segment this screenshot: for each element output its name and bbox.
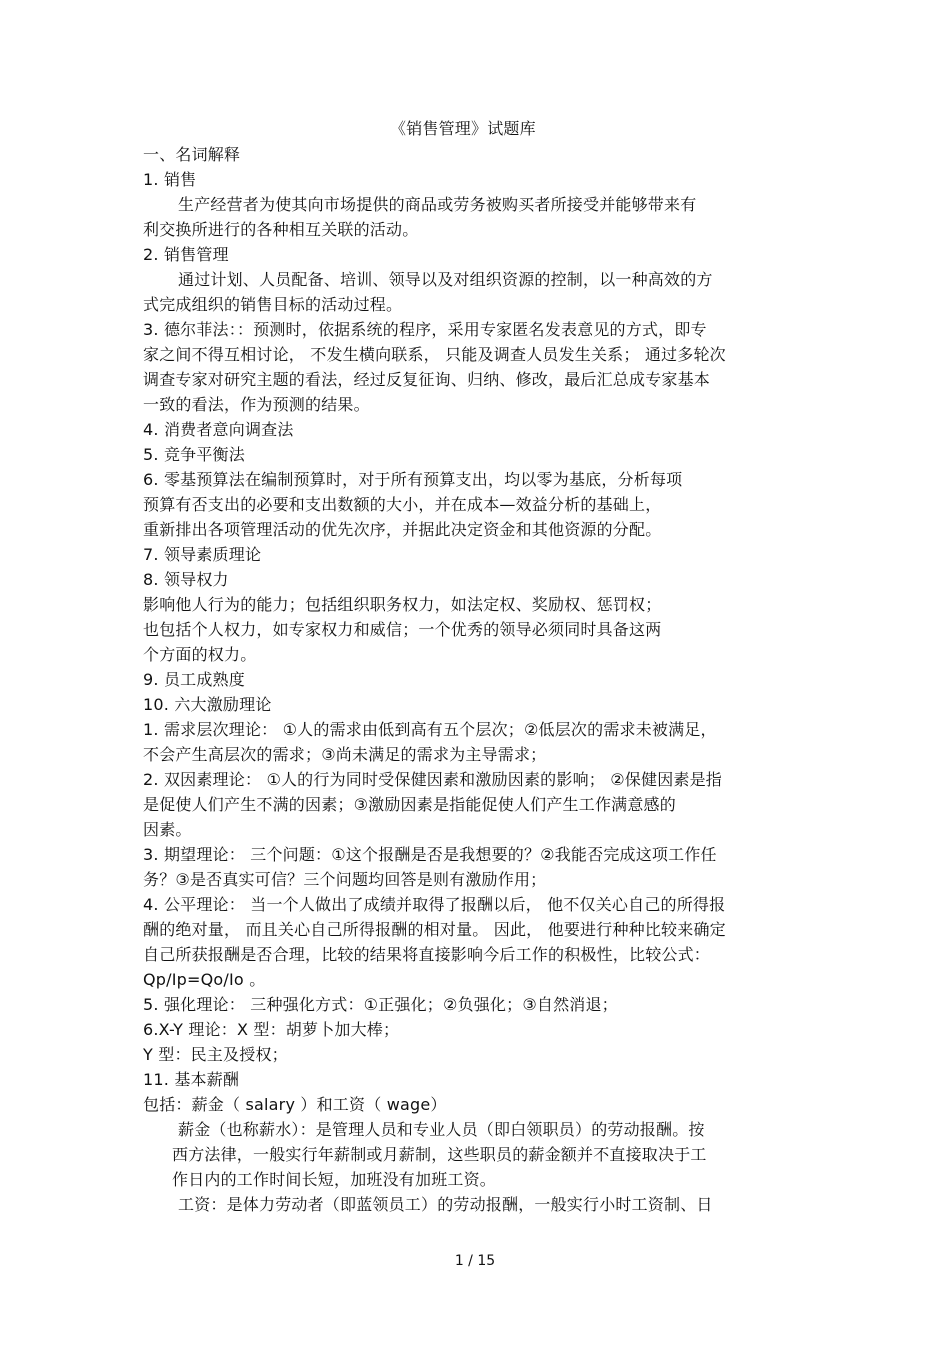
- paragraph-line: 家之间不得互相讨论， 不发生横向联系， 只能及调查人员发生关系； 通过多轮次: [143, 345, 726, 364]
- paragraph-line: 影响他人行为的能力；包括组织职务权力，如法定权、奖励权、惩罚权；: [143, 595, 662, 614]
- paragraph-line: 4. 公平理论： 当一个人做出了成绩并取得了报酬以后， 他不仅关心自己的所得报: [143, 895, 726, 914]
- paragraph-line: 因素。: [143, 820, 192, 839]
- paragraph-line: 作日内的工作时间长短，加班没有加班工资。: [172, 1170, 497, 1189]
- paragraph-line: 2. 双因素理论： ①人的行为同时受保健因素和激励因素的影响； ②保健因素是指: [143, 770, 723, 789]
- term-heading: 2. 销售管理: [143, 245, 229, 264]
- page-number: 1 / 15: [454, 1253, 496, 1269]
- paragraph-line: 调查专家对研究主题的看法，经过反复征询、归纳、修改，最后汇总成专家基本: [143, 370, 711, 389]
- paragraph-line: 是促使人们产生不满的因素；③激励因素是指能促使人们产生工作满意感的: [143, 795, 676, 814]
- term-heading: 7. 领导素质理论: [143, 545, 262, 564]
- paragraph-line: 酬的绝对量， 而且关心自己所得报酬的相对量。 因此， 他要进行种种比较来确定: [143, 920, 726, 939]
- paragraph-line: 西方法律，一般实行年薪制或月薪制，这些职员的薪金额并不直接取决于工: [172, 1145, 707, 1164]
- paragraph-line: 3. 德尔菲法：：预测时，依据系统的程序，采用专家匿名发表意见的方式，即专: [143, 320, 707, 339]
- paragraph-line: 包括：薪金（ salary ）和工资（ wage）: [143, 1095, 447, 1114]
- paragraph-line: 3. 期望理论： 三个问题：①这个报酬是否是我想要的？②我能否完成这项工作任: [143, 845, 717, 864]
- paragraph-line: 薪金（也称薪水）：是管理人员和专业人员（即白领职员）的劳动报酬。按: [178, 1120, 705, 1139]
- paragraph-line: 也包括个人权力，如专家权力和威信；一个优秀的领导必须同时具备这两: [143, 620, 662, 639]
- paragraph-line: 重新排出各项管理活动的优先次序，并据此决定资金和其他资源的分配。: [143, 520, 662, 539]
- term-heading: 4. 消费者意向调查法: [143, 420, 294, 439]
- paragraph-line: 6.X-Y 理论：X 型：胡萝卜加大棒；: [143, 1020, 400, 1039]
- paragraph-line: 自己所获报酬是否合理，比较的结果将直接影响今后工作的积极性，比较公式：: [143, 945, 711, 964]
- paragraph-line: 工资：是体力劳动者（即蓝领员工）的劳动报酬，一般实行小时工资制、日: [178, 1195, 713, 1214]
- paragraph-line: 6. 零基预算法在编制预算时，对于所有预算支出，均以零为基底，分析每项: [143, 470, 683, 489]
- document-title: 《销售管理》试题库: [390, 119, 536, 138]
- term-heading: 5. 竞争平衡法: [143, 445, 245, 464]
- term-heading: 11. 基本薪酬: [143, 1070, 240, 1089]
- term-heading: 10. 六大激励理论: [143, 695, 272, 714]
- term-heading: 9. 员工成熟度: [143, 670, 245, 689]
- paragraph-line: Y 型：民主及授权；: [143, 1045, 288, 1064]
- paragraph-line: 1. 需求层次理论： ①人的需求由低到高有五个层次；②低层次的需求未被满足，: [143, 720, 717, 739]
- paragraph-line: 务？③是否真实可信？三个问题均回答是则有激励作用；: [143, 870, 547, 889]
- paragraph-line: 式完成组织的销售目标的活动过程。: [143, 295, 403, 314]
- paragraph-line: 利交换所进行的各种相互关联的活动。: [143, 220, 419, 239]
- paragraph-line: 生产经营者为使其向市场提供的商品或劳务被购买者所接受并能够带来有: [178, 195, 697, 214]
- paragraph-line: 个方面的权力。: [143, 645, 257, 664]
- paragraph-line: Qp/Ip=Qo/Io 。: [143, 970, 266, 989]
- paragraph-line: 不会产生高层次的需求；③尚未满足的需求为主导需求；: [143, 745, 547, 764]
- section-heading: 一、名词解释: [143, 145, 241, 164]
- term-heading: 1. 销售: [143, 170, 197, 189]
- paragraph-line: 预算有否支出的必要和支出数额的大小，并在成本—效益分析的基础上，: [143, 495, 662, 514]
- paragraph-line: 一致的看法，作为预测的结果。: [143, 395, 370, 414]
- term-heading: 8. 领导权力: [143, 570, 229, 589]
- paragraph-line: 5. 强化理论： 三种强化方式：①正强化；②负强化；③自然消退；: [143, 995, 618, 1014]
- paragraph-line: 通过计划、人员配备、培训、领导以及对组织资源的控制，以一种高效的方: [178, 270, 713, 289]
